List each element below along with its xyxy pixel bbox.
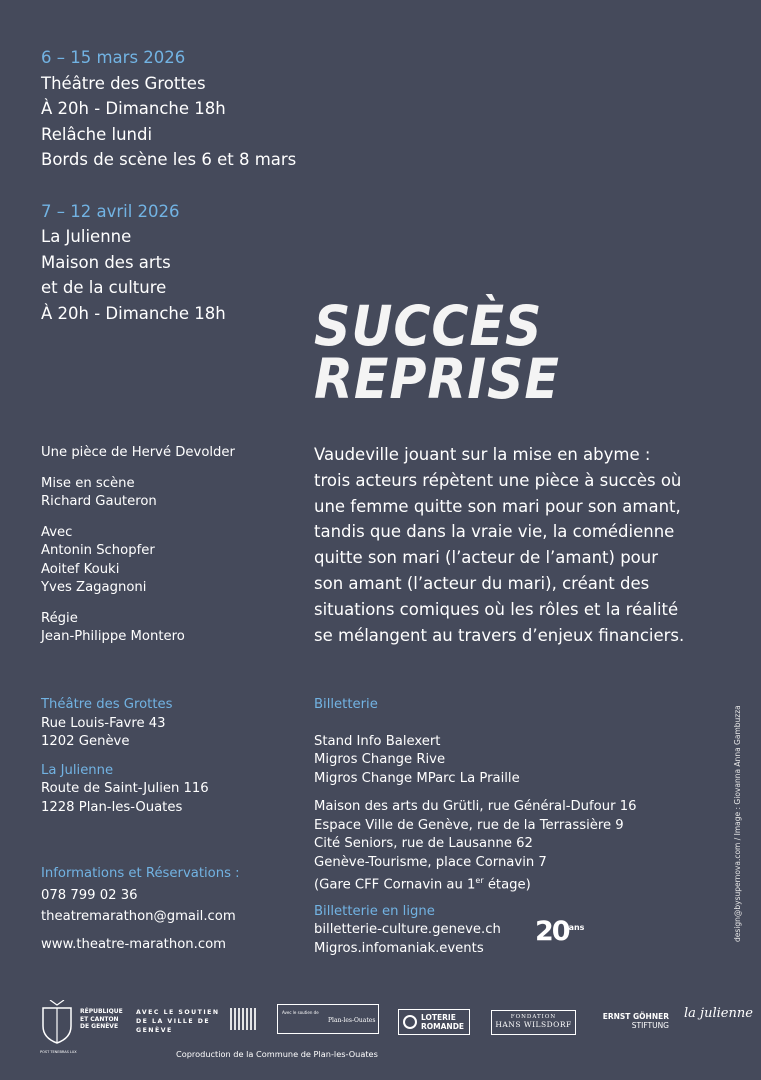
synopsis-line: une femme quitte son mari pour son amant, — [314, 496, 681, 516]
ticketing-label: Billetterie — [314, 697, 378, 712]
shield-icon — [40, 1000, 74, 1044]
cast-member: Aoitef Kouki — [41, 561, 120, 577]
ville-mark-icon — [230, 1008, 256, 1030]
ticket-group — [314, 733, 637, 789]
synopsis-line: se mélangent au travers d’enjeux financiers. — [314, 625, 685, 645]
date-detail: Bords de scène les 6 et 8 mars — [41, 150, 297, 169]
ticket-group — [314, 798, 637, 895]
credits — [41, 444, 235, 659]
ticket-point: Stand Info Balexert — [314, 733, 441, 749]
title-line-1: SUCCÈS — [314, 294, 543, 358]
venue-address: Route de Saint-Julien 116 — [41, 781, 209, 796]
ticket-point: Maison des arts du Grütli, rue Général-Dufour 16 — [314, 799, 637, 814]
ticket-point: Migros Change Rive — [314, 752, 446, 767]
venue-block — [41, 696, 209, 752]
online-ticketing — [314, 903, 637, 959]
synopsis — [314, 442, 744, 648]
anniversary-badge: $20^{ans}$ — [535, 916, 585, 947]
online-label: Billetterie en ligne — [314, 903, 435, 919]
contact — [41, 863, 240, 955]
synopsis-line: situations comiques où les rôles et la réalité — [314, 599, 679, 619]
circle-icon — [403, 1015, 417, 1029]
date-detail: Maison des arts — [41, 252, 171, 272]
venue-addresses — [41, 696, 209, 827]
ticket-point: (Gare CFF Cornavin au 1er étage) — [314, 876, 531, 893]
date-detail: Relâche lundi — [41, 124, 153, 144]
geneve-logo: RÉPUBLIQUE ET CANTON DE GENÈVE POST TENEBRAS LUX — [40, 1000, 120, 1060]
date-range: 6 – 15 mars 2026 — [41, 48, 186, 67]
date-detail: La Julienne — [41, 227, 132, 246]
dates-section — [41, 45, 296, 326]
direction-label: Mise en scène — [41, 475, 135, 491]
ticketing — [314, 696, 637, 958]
date-detail: À 20h - Dimanche 18h — [41, 99, 226, 118]
venue-address: 1228 Plan-les-Ouates — [41, 799, 183, 815]
contact-label: Informations et Réservations : — [41, 866, 240, 881]
venue-name: La Julienne — [41, 762, 114, 778]
cast-member: Yves Zagagnoni — [41, 580, 147, 595]
regie-label: Régie — [41, 610, 78, 626]
date-detail: Théâtre des Grottes — [41, 73, 206, 93]
venue-address: Rue Louis-Favre 43 — [41, 715, 166, 731]
synopsis-line: Vaudeville jouant sur la mise en abyme : — [314, 445, 651, 464]
fondation-wilsdorf-logo: FONDATION HANS WILSDORF — [491, 1010, 576, 1035]
synopsis-line: quitte son mari (l’acteur de l’amant) pour — [314, 548, 659, 568]
venue-block — [41, 762, 209, 818]
email-link[interactable]: theatremarathon@gmail.com — [41, 909, 236, 924]
ville-geneve-logo: AVEC LE SOUTIEN DE LA VILLE DE GENÈVE — [136, 1008, 271, 1034]
regie-block — [41, 610, 235, 647]
synopsis-line: tandis que dans la vraie vie, la comédienne — [314, 522, 675, 542]
date-range: 7 – 12 avril 2026 — [41, 201, 180, 221]
ticket-point: Espace Ville de Genève, rue de la Terrassière 9 — [314, 817, 624, 833]
date-detail: À 20h - Dimanche 18h — [41, 303, 226, 323]
regie-name: Jean-Philippe Montero — [41, 629, 185, 644]
online-link[interactable]: Migros.infomaniak.events — [314, 940, 484, 956]
title-line-2: REPRISE — [314, 347, 560, 411]
venue-name: Théâtre des Grottes — [41, 697, 173, 712]
date-detail: et de la culture — [41, 278, 167, 297]
direction-block — [41, 475, 235, 512]
loterie-romande-logo: LOTERIE ROMANDE — [398, 1009, 470, 1035]
synopsis-line: son amant (l’acteur du mari), créant des — [314, 573, 650, 593]
show-title — [314, 294, 560, 411]
ticket-point: Genève-Tourisme, place Cornavin 7 — [314, 854, 547, 870]
ticket-point: Cité Seniors, rue de Lausanne 62 — [314, 836, 533, 851]
ticket-point: Migros Change MParc La Praille — [314, 770, 520, 786]
ernst-gohner-logo: ERNST GÖHNER STIFTUNG — [602, 1012, 669, 1030]
synopsis-line: trois acteurs répètent une pièce à succès où — [314, 470, 682, 490]
plan-les-ouates-logo: Avec le soutien de Plan-les-Ouates — [277, 1004, 379, 1034]
cast-block — [41, 524, 235, 598]
online-link[interactable]: billetterie-culture.geneve.ch — [314, 922, 501, 938]
la-julienne-logo: la julienne — [684, 1006, 753, 1021]
cast-member: Antonin Schopfer — [41, 543, 155, 558]
venue-address: 1202 Genève — [41, 734, 130, 749]
director: Richard Gauteron — [41, 494, 157, 509]
coproduction-note: Coproduction de la Commune de Plan-les-Ouates — [176, 1049, 378, 1059]
website-link[interactable]: www.theatre-marathon.com — [41, 936, 226, 952]
author: Une pièce de Hervé Devolder — [41, 445, 235, 460]
cast-label: Avec — [41, 524, 73, 540]
design-credit: design@bysupernova.com / Image : Giovanna Anna Gambuzza — [733, 705, 742, 942]
phone[interactable]: 078 799 02 36 — [41, 887, 138, 903]
